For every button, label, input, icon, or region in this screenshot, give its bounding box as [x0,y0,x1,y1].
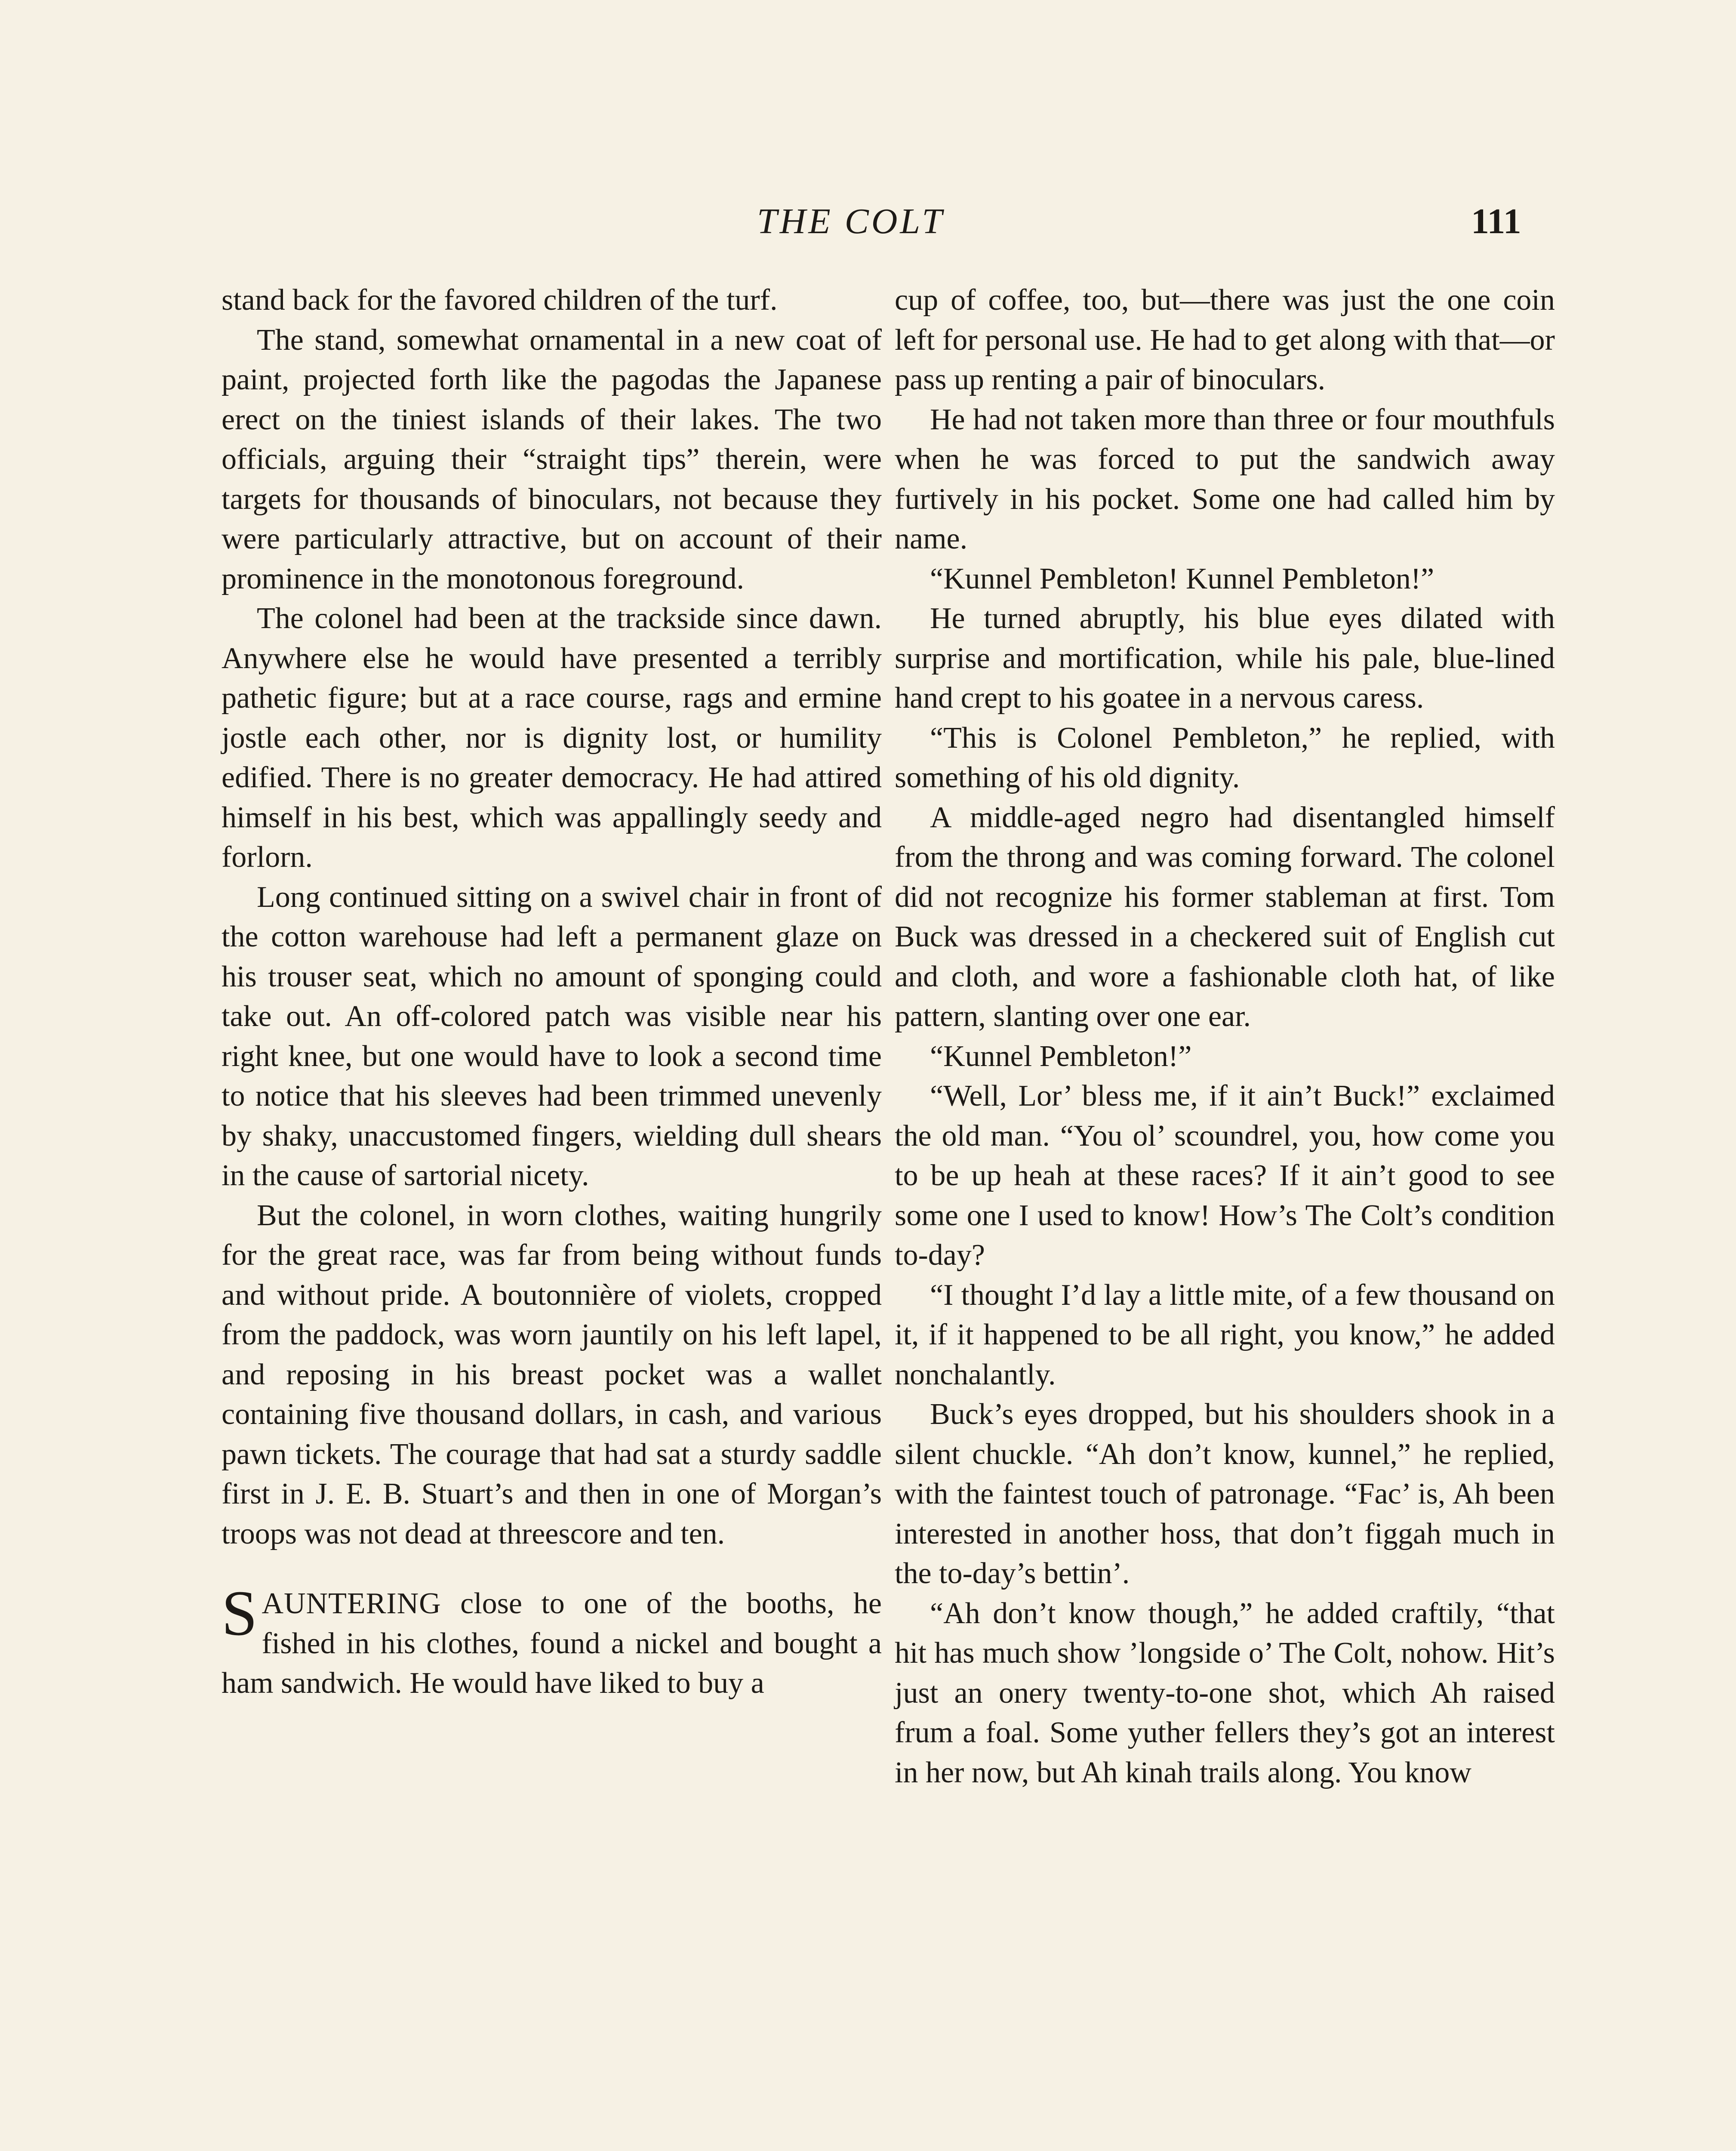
paragraph: But the colonel, in worn clothes, waiting hungrily for the great race, was far from being without funds and without pride. A boutonnière of violets, cropped from the paddock, was worn jauntily on his left lapel, and reposing in his breast pocket was a wallet containing five thousand dollars, in cash, and various pawn tickets. The courage that had sat a sturdy saddle first in J. E. B. Stuart’s and then in one of Morgan’s troops was not dead at threescore and ten. [222,1199,882,1550]
paragraph: “Well, Lor’ bless me, if it ain’t Buck!” exclaimed the old man. “You ol’ scoundrel, you, how come you to be up heah at these races? If it ain’t good to see some one I used to know! How’s The Colt’s condition to-day? [895,1079,1555,1272]
drop-cap: S [222,1578,258,1649]
section-paragraph [222,1578,882,1704]
paragraph: “This is Colonel Pembleton,” he replied, with something of his old dignity. [895,721,1555,794]
paragraph: The stand, somewhat ornamental in a new coat of paint, projected forth like the pagodas the Japanese erect on the tiniest islands of their lakes. The two officials, arguing their “straight tips” therein, were targets for thousands of binoculars, not because they were particularly attractive, but on account of their prominence in the monotonous foreground. [222,323,882,595]
paragraph: The colonel had been at the trackside since dawn. Anywhere else he would have presented a terribly pathetic figure; but at a race course, rags and ermine jostle each other, nor is dignity lost, or humility edified. There is no greater democracy. He had attired himself in his best, which was appallingly seedy and forlorn. [222,602,882,874]
paragraph: A middle-aged negro had disentangled himself from the throng and was coming forward. The colonel did not recognize his former stableman at first. Tom Buck was dressed in a checkered suit of English cut and cloth, and wore a fashionable cloth hat, of like pattern, slanting over one ear. [895,801,1555,1033]
page-number: 111 [1471,201,1521,241]
paragraph: cup of coffee, too, but—there was just the one coin left for personal use. He had to get along with that—or pass up renting a pair of binoculars. [895,284,1555,396]
paragraph: Long continued sitting on a swivel chair in front of the cotton warehouse had left a permanent glaze on his trouser seat, which no amount of sponging could take out. An off-colored patch was visible near his right knee, but one would have to look a second time to notice that his sleeves had been trimmed unevenly by shaky, unaccustomed fingers, wielding dull shears in the cause of sartorial nicety. [222,880,882,1192]
paragraph: “I thought I’d lay a little mite, of a few thousand on it, if it happened to be all right, you know,” he added nonchalantly. [895,1278,1555,1391]
paragraph: He had not taken more than three or four mouthfuls when he was forced to put the sandwich away furtively in his pocket. Some one had called him by name. [895,403,1555,555]
running-title: THE COLT [757,201,945,241]
paragraph: “Ah don’t know though,” he added craftily, “that hit has much show ’longside o’ The Colt, nohow. Hit’s just an onery twenty-to-one shot, which Ah raised frum a foal. Some yuther fellers they’s got an interest in her now, but Ah kinah trails along. You know [895,1596,1555,1789]
right-text-column [895,280,1555,1793]
paragraph: stand back for the favored children of the turf. [222,284,778,317]
paragraph: He turned abruptly, his blue eyes dilated with surprise and mortification, while his pale, blue-lined hand crept to his goatee in a nervous caress. [895,602,1555,715]
paragraph: Buck’s eyes dropped, but his shoulders shook in a silent chuckle. “Ah don’t know, kunnel,” he replied, with the faintest touch of patronage. “Fac’ is, Ah been interested in another hoss, that don’t figgah much in the to-day’s bettin’. [895,1398,1555,1590]
section-text: close to one of the booths, he fished in his clothes, found a nickel and bought a ham sandwich. He would have liked to buy a [222,1587,882,1700]
section-lead-word: AUNTERING [262,1587,441,1620]
paragraph: “Kunnel Pembleton!” [930,1039,1192,1073]
paragraph: “Kunnel Pembleton! Kunnel Pembleton!” [930,562,1434,595]
left-text-column [222,280,882,1704]
